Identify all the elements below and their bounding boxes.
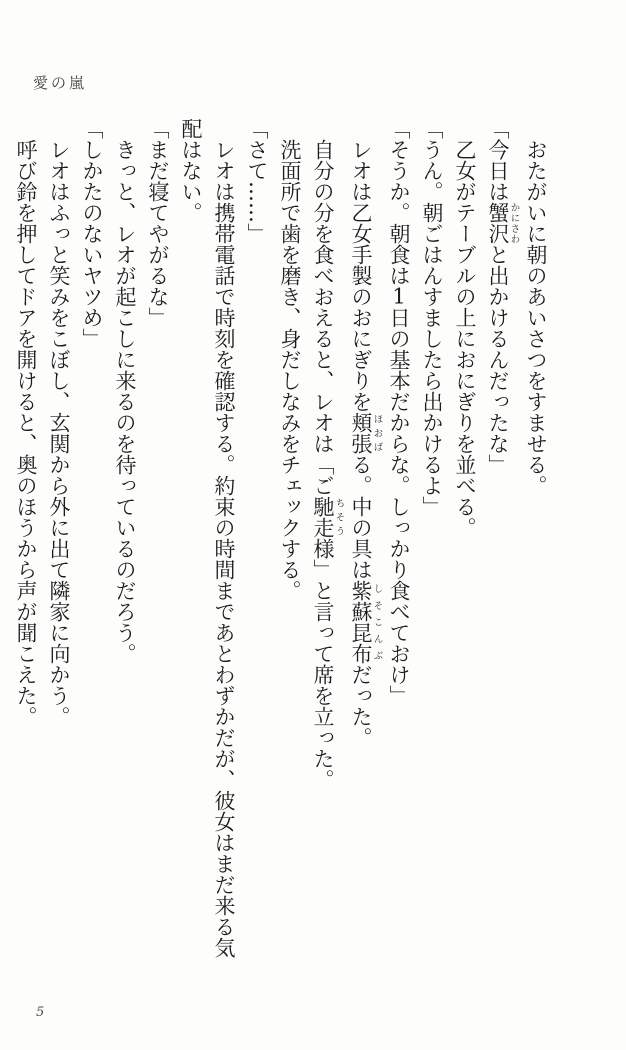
paragraph: 「そうか。朝食は1日の基本だからな。しっかり食べておけ」 xyxy=(387,118,411,706)
paragraph: レオは乙女手製のおにぎりを頬張ほおばる。中の具は紫蘇昆布しそこんぶだった。 xyxy=(349,139,383,748)
paragraph: きっと、レオが起こしに来るのを待っているのだろう。 xyxy=(113,139,137,664)
paragraph: レオは携帯電話で時刻を確認する。約束の時間まであとわずかだが、彼女はまだ来る気配はない。 xyxy=(179,118,236,958)
ruby-annotated-text: 馳走ちそう xyxy=(311,496,345,538)
paragraph: 「さて……」 xyxy=(245,118,269,244)
paragraph: 洗面所で歯を磨き、身だしなみをチェックする。 xyxy=(278,139,302,601)
paragraph: 「うん。朝ごはんすましたら出かけるよ」 xyxy=(420,118,444,517)
paragraph: 「今日は蟹沢かにさわと出かけるんだったな」 xyxy=(486,118,520,475)
text-body xyxy=(9,118,552,960)
ruby-annotated-text: 紫蘇昆布しそこんぶ xyxy=(349,580,383,664)
paragraph: 「しかたのないヤツめ」 xyxy=(80,118,104,349)
running-header-title: 愛の嵐 xyxy=(33,74,88,92)
paragraph: 「まだ寝てやがるな」 xyxy=(146,118,170,328)
page-number: 5 xyxy=(36,1005,45,1020)
upright-digit: 1 xyxy=(392,286,406,307)
paragraph: 自分の分を食べおえると、レオは「ご馳走ちそう様」と言って席を立った。 xyxy=(311,139,345,790)
paragraph: 呼び鈴を押してドアを開けると、奥のほうから声が聞こえた。 xyxy=(14,139,38,727)
ruby-annotated-text: 頬張ほおば xyxy=(349,412,383,454)
ruby-annotated-text: 蟹沢かにさわ xyxy=(486,202,520,244)
paragraph: 乙女がテーブルの上におにぎりを並べる。 xyxy=(453,139,477,538)
paragraph: レオはふっと笑みをこぼし、玄関から外に出て隣家に向かう。 xyxy=(47,139,71,727)
paragraph: おたがいに朝のあいさつをすませる。 xyxy=(524,139,548,496)
